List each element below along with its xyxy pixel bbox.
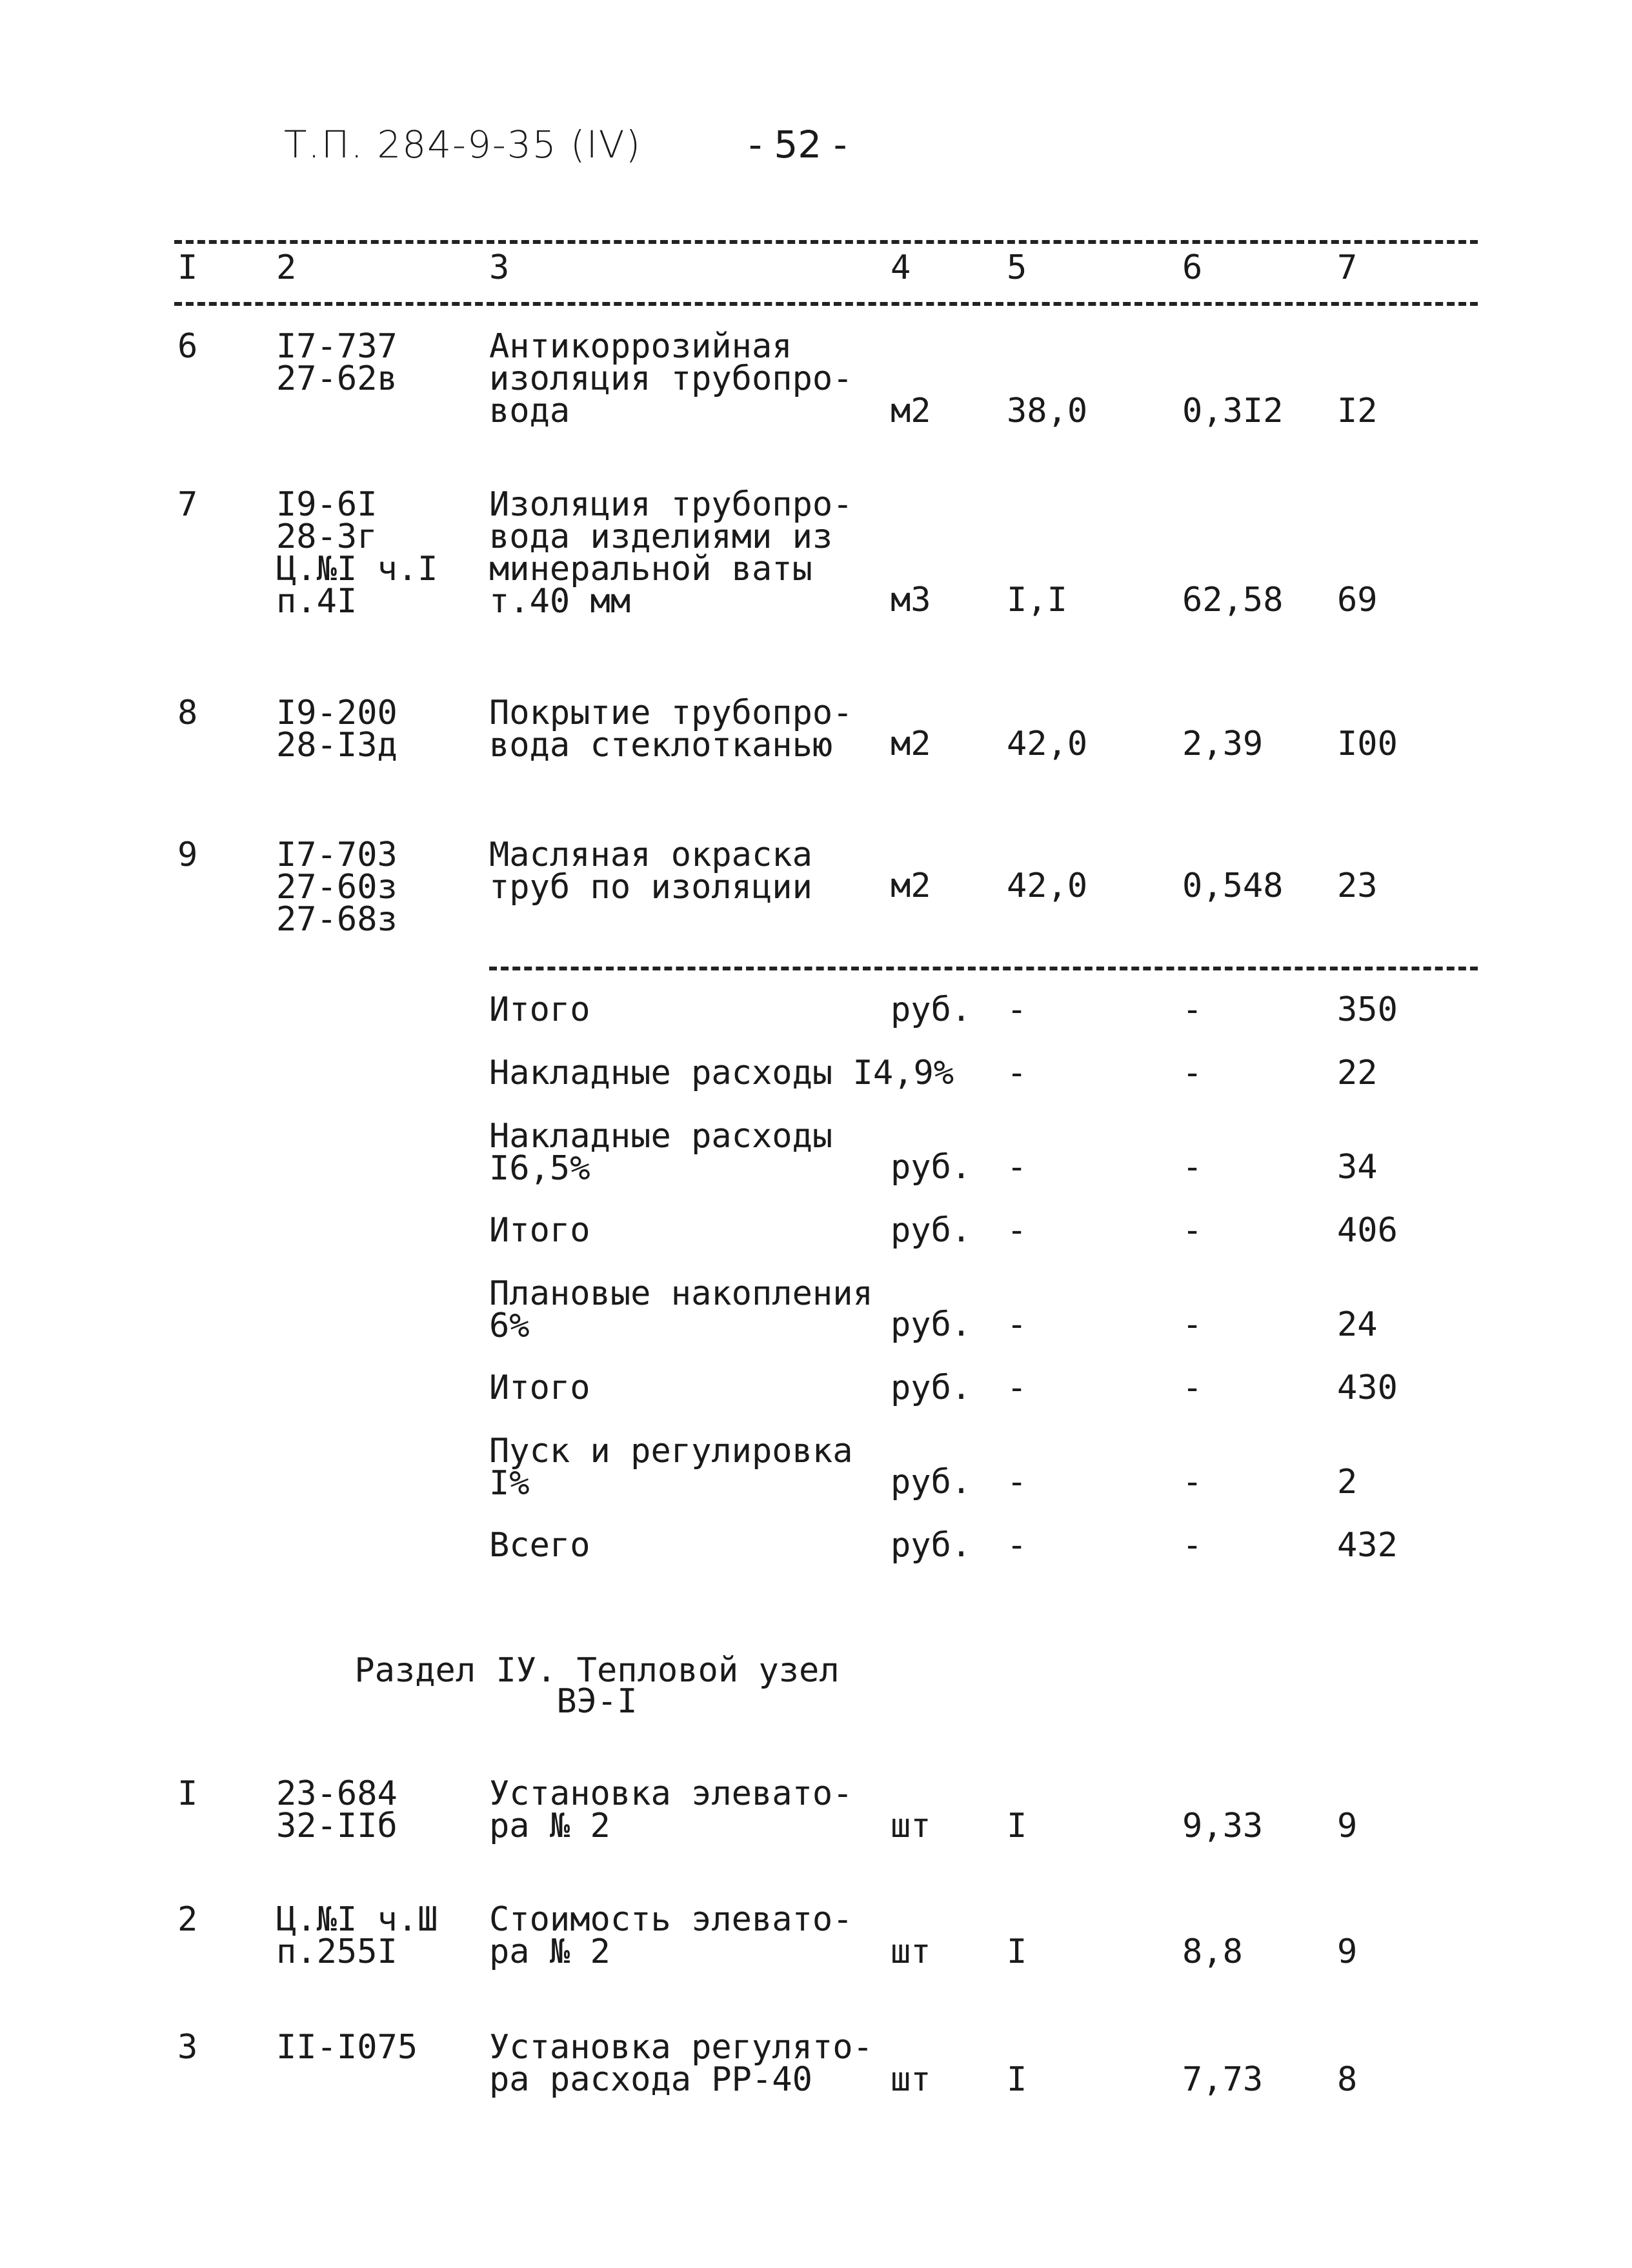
work-name: Стоимость элевато- ра № 2 (489, 1900, 853, 1971)
quantity: I (1007, 1932, 1027, 1971)
unit-price: 7,73 (1182, 2060, 1264, 2099)
unit-price: - (1182, 1305, 1203, 1344)
rate-code: I9-200 28-I3д (276, 694, 398, 765)
total-cost: 69 (1337, 581, 1378, 619)
row-number: 8 (177, 694, 198, 732)
unit-price: 62,58 (1182, 581, 1284, 619)
summary-label: Итого (489, 1211, 590, 1250)
summary-label: Всего (489, 1526, 590, 1565)
row-number: 7 (177, 485, 198, 524)
work-name: Установка регулято- ра расхода РР-40 (489, 2028, 873, 2099)
unit: шт (891, 1807, 931, 1845)
total-cost: I2 (1337, 392, 1378, 430)
summary-label: Пуск и регулировка I% (489, 1432, 853, 1503)
total-cost: 9 (1337, 1932, 1358, 1971)
total-cost: 8 (1337, 2060, 1358, 2099)
unit-price: - (1182, 1463, 1203, 1501)
work-name: Масляная окраска труб по изоляции (489, 836, 812, 907)
unit: м2 (891, 392, 931, 430)
work-name: Изоляция трубопро- вода изделиями из минеральной ваты т.40 мм (489, 485, 853, 621)
summary-label: Накладные расходы I4,9% (489, 1054, 954, 1092)
row-number: 2 (177, 1900, 198, 1939)
section-heading (352, 1651, 842, 1721)
total-cost: 432 (1337, 1526, 1398, 1565)
total-cost: 23 (1337, 867, 1378, 905)
total-cost: 406 (1337, 1211, 1398, 1250)
quantity: - (1007, 1054, 1027, 1092)
column-header-7: 7 (1337, 248, 1358, 287)
quantity: - (1007, 1526, 1027, 1565)
quantity: - (1007, 1369, 1027, 1407)
summary-label: Накладные расходы I6,5% (489, 1117, 833, 1188)
unit-price: 9,33 (1182, 1807, 1264, 1845)
unit-price: 8,8 (1182, 1932, 1243, 1971)
quantity: - (1007, 990, 1027, 1029)
row-number: I (177, 1774, 198, 1813)
unit-price: - (1182, 990, 1203, 1029)
quantity: I (1007, 1807, 1027, 1845)
total-cost: 24 (1337, 1305, 1378, 1344)
quantity: - (1007, 1305, 1027, 1344)
rate-code: I9-6I 28-3г Ц.№I ч.I п.4I (276, 485, 438, 621)
document-code: Т.П. 284-9-35 (IV) (284, 123, 642, 166)
summary-label: Итого (489, 990, 590, 1029)
rate-code: II-I075 (276, 2028, 418, 2067)
quantity: 42,0 (1007, 867, 1088, 905)
total-cost: 2 (1337, 1463, 1358, 1501)
summary-label: Плановые накопления 6% (489, 1274, 873, 1345)
total-cost: 9 (1337, 1807, 1358, 1845)
unit: шт (891, 2060, 931, 2099)
table-top-rule (174, 240, 1478, 244)
section-subtitle: ВЭ-I (556, 1682, 638, 1721)
total-cost: 350 (1337, 990, 1398, 1029)
page-number: - 52 - (749, 123, 847, 166)
row-number: 6 (177, 327, 198, 366)
quantity: I (1007, 2060, 1027, 2099)
total-cost: 430 (1337, 1369, 1398, 1407)
unit-price: - (1182, 1369, 1203, 1407)
rate-code: I7-703 27-60з 27-68з (276, 836, 398, 939)
unit-price: - (1182, 1211, 1203, 1250)
total-cost: 34 (1337, 1148, 1378, 1187)
unit: м2 (891, 725, 931, 763)
summary-label: Итого (489, 1369, 590, 1407)
row-number: 3 (177, 2028, 198, 2067)
quantity: I,I (1007, 581, 1067, 619)
unit: м3 (891, 581, 931, 619)
work-name: Покрытие трубопро- вода стеклотканью (489, 694, 853, 765)
unit: шт (891, 1932, 931, 1971)
unit-price: 2,39 (1182, 725, 1264, 763)
total-cost: 22 (1337, 1054, 1378, 1092)
unit: руб. (891, 990, 972, 1029)
header-bottom-rule (174, 302, 1478, 306)
row-number: 9 (177, 836, 198, 874)
quantity: 38,0 (1007, 392, 1088, 430)
total-cost: I00 (1337, 725, 1398, 763)
quantity: - (1007, 1463, 1027, 1501)
work-name: Антикоррозийная изоляция трубопро- вода (489, 327, 853, 430)
unit: руб. (891, 1369, 972, 1407)
unit: руб. (891, 1305, 972, 1344)
column-header-6: 6 (1182, 248, 1203, 287)
rate-code: I7-737 27-62в (276, 327, 398, 398)
column-header-5: 5 (1007, 248, 1027, 287)
unit: руб. (891, 1526, 972, 1565)
column-header-3: 3 (489, 248, 510, 287)
rate-code: Ц.№I ч.Ш п.255I (276, 1900, 438, 1971)
summary-rule (489, 967, 1478, 970)
unit-price: - (1182, 1526, 1203, 1565)
work-name: Установка элевато- ра № 2 (489, 1774, 853, 1845)
unit: руб. (891, 1211, 972, 1250)
unit-price: - (1182, 1054, 1203, 1092)
rate-code: 23-684 32-IIб (276, 1774, 398, 1845)
unit: руб. (891, 1463, 972, 1501)
unit-price: 0,3I2 (1182, 392, 1284, 430)
column-header-1: I (177, 248, 198, 287)
quantity: 42,0 (1007, 725, 1088, 763)
unit-price: - (1182, 1148, 1203, 1187)
unit-price: 0,548 (1182, 867, 1284, 905)
unit: м2 (891, 867, 931, 905)
column-header-2: 2 (276, 248, 297, 287)
unit: руб. (891, 1148, 972, 1187)
quantity: - (1007, 1211, 1027, 1250)
quantity: - (1007, 1148, 1027, 1187)
section-title: Раздел IУ. Тепловой узел (354, 1651, 840, 1690)
column-header-4: 4 (891, 248, 911, 287)
